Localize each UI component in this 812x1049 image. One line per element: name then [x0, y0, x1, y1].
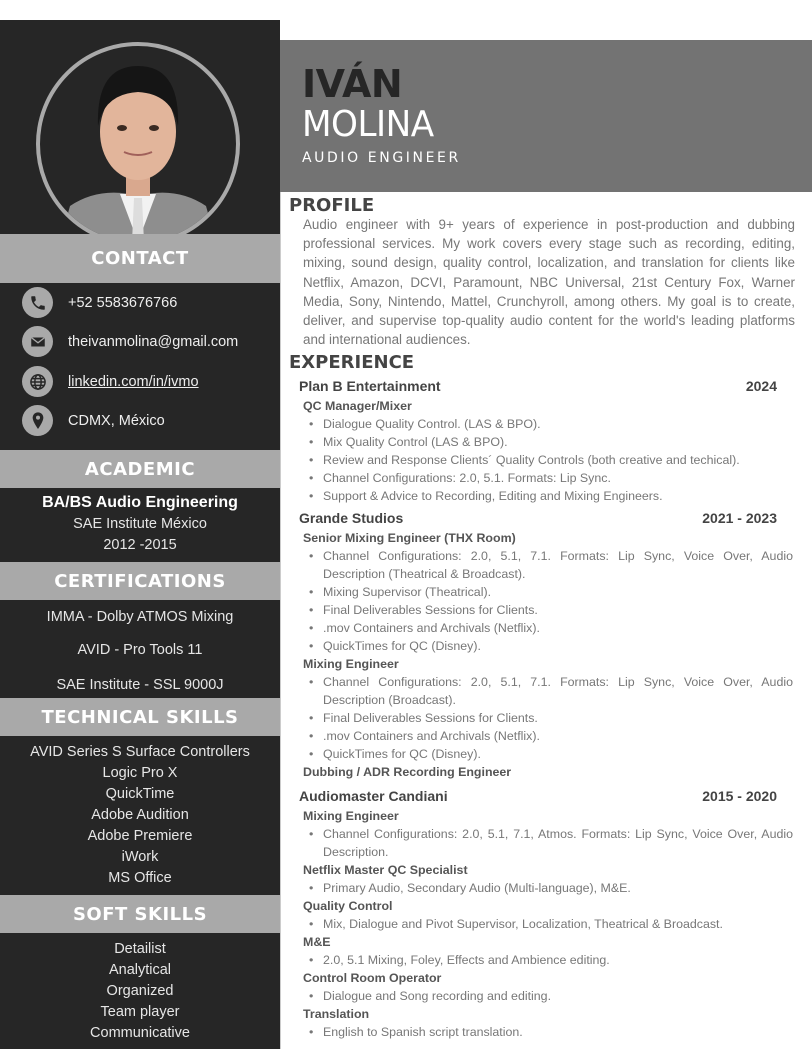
technical-skill-item: Logic Pro X [102, 765, 178, 781]
role-bullets [299, 415, 793, 505]
company-years: 2015 - 2020 [702, 788, 777, 804]
portrait-image [40, 46, 236, 242]
globe-icon [22, 366, 53, 397]
location-pin-icon [22, 405, 53, 436]
mail-icon [22, 326, 53, 357]
company-years: 2024 [745, 378, 777, 394]
company-name: Grande Studios [299, 510, 404, 526]
bullet-item: • Final Deliverables Sessions for Clients. [299, 709, 793, 727]
academic-school: SAE Institute México [73, 516, 207, 532]
main-content [280, 192, 812, 1049]
profile-text: Audio engineer with 9+ years of experience in post-production and dubbing professional services. My work covers every stage such as recording, editing, mixing, sound design, quality control, localization, and translation for clients like Netflix, Amazon, DCVI, Paramount, NBC Universal, 21st Century Fox, Warner Media, Sony, Nintendo, Mattel, Crunchyroll, among others. My goal is to create, deliver, and supervise top-quality audio content for the world's leading platforms and international audiences. [303, 217, 795, 348]
contact-heading: CONTACT [0, 234, 280, 283]
role-bullets [299, 547, 793, 655]
role-bullets [299, 825, 793, 861]
role-bullets [299, 951, 793, 969]
last-name: MOLINA [302, 104, 434, 145]
bullet-item: • .mov Containers and Archivals (Netflix). [299, 619, 793, 637]
soft-skill-item: Detailist [114, 941, 166, 957]
role-title: Control Room Operator [303, 971, 442, 985]
contact-email [22, 326, 238, 357]
linkedin-link[interactable]: linkedin.com/in/ivmo [68, 373, 199, 390]
contact-linkedin [22, 366, 199, 397]
role-title: Dubbing / ADR Recording Engineer [303, 765, 512, 779]
company-row [299, 508, 793, 529]
role-bullets [299, 915, 793, 933]
academic-degree: BA/BS Audio Engineering [42, 494, 238, 511]
bullet-item: • Review and Response Clients´ Quality Controls (both creative and techical). [299, 451, 793, 469]
company-row [299, 376, 793, 397]
location-text: CDMX, México [68, 412, 165, 429]
company-row [299, 786, 793, 807]
bullet-item: • QuickTimes for QC (Disney). [299, 637, 793, 655]
name-header [280, 40, 812, 192]
technical-skill-item: MS Office [108, 870, 172, 886]
bullet-item: • Channel Configurations: 2.0, 5.1, 7.1, Atmos. Formats: Lip Sync, Voice Over, Audio Description. [299, 825, 793, 861]
bullet-item: • 2.0, 5.1 Mixing, Foley, Effects and Ambience editing. [299, 951, 793, 969]
experience-entry [299, 508, 793, 781]
bullet-item: • Mix Quality Control (LAS & BPO). [299, 433, 793, 451]
first-name: IVÁN [302, 62, 403, 106]
technical-skill-item: QuickTime [105, 786, 175, 802]
role-bullets [299, 987, 793, 1005]
bullet-item: • Mix, Dialogue and Pivot Supervisor, Localization, Theatrical & Broadcast. [299, 915, 793, 933]
technical-skill-item: Adobe Premiere [87, 828, 193, 844]
company-years: 2021 - 2023 [702, 510, 777, 526]
role-title: Senior Mixing Engineer (THX Room) [303, 531, 516, 545]
bullet-item: • Channel Configurations: 2.0, 5.1. Formats: Lip Sync. [299, 469, 793, 487]
company-name: Audiomaster Candiani [299, 788, 448, 804]
company-name: Plan B Entertainment [299, 378, 441, 394]
profile-heading: PROFILE [289, 195, 375, 216]
role-title: Mixing Engineer [303, 809, 399, 823]
bullet-item: • Dialogue Quality Control. (LAS & BPO). [299, 415, 793, 433]
bullet-item: • QuickTimes for QC (Disney). [299, 745, 793, 763]
profile-photo [36, 42, 240, 246]
soft-skill-item: Team player [100, 1004, 180, 1020]
role-title: QC Manager/Mixer [303, 399, 412, 413]
email-text[interactable]: theivanmolina@gmail.com [68, 333, 239, 350]
bullet-item: • Mixing Supervisor (Theatrical). [299, 583, 793, 601]
technical-skill-item: Adobe Audition [91, 807, 189, 823]
role-title: Netflix Master QC Specialist [303, 863, 468, 877]
bullet-item: • Support & Advice to Recording, Editing and Mixing Engineers. [299, 487, 793, 505]
bullet-item: • English to Spanish script translation. [299, 1023, 793, 1041]
role-title: Mixing Engineer [303, 657, 399, 671]
bullet-item: • Channel Configurations: 2.0, 5.1, 7.1. Formats: Lip Sync, Voice Over, Audio Description (Broadcast). [299, 673, 793, 709]
bullet-item: • Channel Configurations: 2.0, 5.1, 7.1. Formats: Lip Sync, Voice Over, Audio Description (Theatrical & Broadcast). [299, 547, 793, 583]
soft-skill-item: Communicative [90, 1025, 190, 1041]
bullet-item: • Primary Audio, Secondary Audio (Multi-language), M&E. [299, 879, 793, 897]
contact-phone [22, 287, 177, 318]
soft-skills-heading: SOFT SKILLS [0, 895, 280, 933]
role-title: Quality Control [303, 899, 393, 913]
bullet-item: • .mov Containers and Archivals (Netflix). [299, 727, 793, 745]
certification-item: AVID - Pro Tools 11 [77, 642, 203, 658]
role-title: M&E [303, 935, 331, 949]
experience-heading: EXPERIENCE [289, 352, 415, 373]
bullet-item: • Final Deliverables Sessions for Clients. [299, 601, 793, 619]
experience-entry [299, 376, 793, 505]
certification-item: IMMA - Dolby ATMOS Mixing [46, 609, 234, 625]
role-title: Translation [303, 1007, 370, 1021]
certifications-heading: CERTIFICATIONS [0, 562, 280, 600]
technical-skill-item: iWork [121, 849, 159, 865]
soft-skill-item: Organized [106, 983, 174, 999]
sidebar [0, 20, 280, 1049]
role-bullets [299, 879, 793, 897]
technical-skills-heading: TECHNICAL SKILLS [0, 698, 280, 736]
soft-skill-item: Analytical [108, 962, 172, 978]
role-bullets [299, 673, 793, 763]
bullet-item: • Dialogue and Song recording and editing. [299, 987, 793, 1005]
academic-years: 2012 -2015 [103, 537, 177, 553]
experience-entry [299, 786, 793, 1041]
certification-item: SAE Institute - SSL 9000J [56, 677, 224, 693]
phone-text: +52 5583676766 [68, 294, 178, 311]
phone-icon [22, 287, 53, 318]
technical-skill-item: AVID Series S Surface Controllers [30, 744, 250, 760]
role-bullets [299, 1023, 793, 1041]
job-title: AUDIO ENGINEER [302, 150, 461, 166]
academic-heading: ACADEMIC [0, 450, 280, 488]
contact-location [22, 405, 165, 436]
